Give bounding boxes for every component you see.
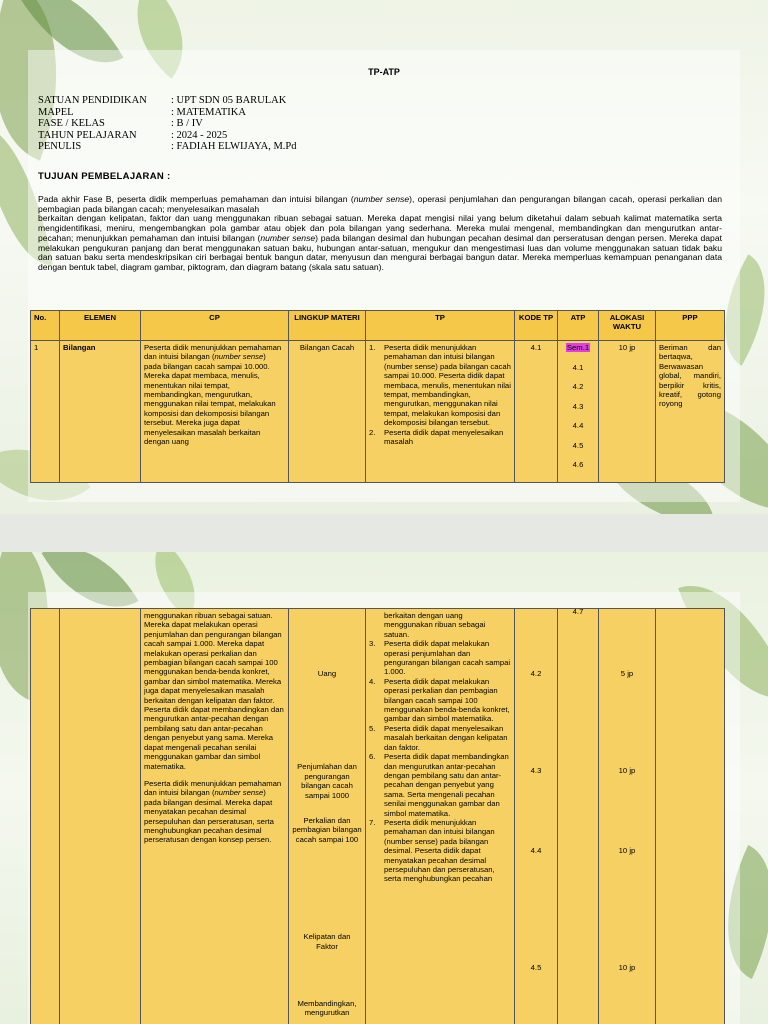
text-span: Peserta didik menunjukkan pemahaman dan intuisi bilangan ( [144,343,282,362]
spacer [292,611,362,669]
identity-row [38,107,297,119]
identity-row [38,130,297,142]
kode-item: 4.5 [530,963,542,973]
cell-cp [141,609,289,1024]
table-header-row [31,311,725,341]
spacer [602,678,652,766]
tp-item-number: 5. [369,723,376,733]
spacer [602,855,652,963]
tp-item [369,428,511,447]
number-sense-italic: number sense [353,194,410,204]
tp-item-text: Peserta didik dapat melakukan operasi penjumlahan dan pengurangan bilangan cacah sampai 1.000. [384,639,511,677]
cell-ppp: Beriman dan bertaqwa, Berwawasan global, mandiri, berpikir kritis, kreatif, gotong royong [656,341,725,483]
alokasi-item: 10 jp [618,963,636,973]
tp-item [369,343,511,428]
tujuan-paragraph-line [38,214,722,272]
tp-item-text: berkaitan dengan uang menggunakan ribuan sebagai satuan. [384,611,486,639]
spacer [292,800,362,816]
spacer [518,776,554,846]
spacer [602,611,652,669]
sem-highlight: Sem.1 [566,343,590,352]
identity-block [38,95,297,153]
spacer [518,678,554,766]
cp-text [144,779,285,845]
tp-item-text: Peserta didik dapat menyelesaikan masalah berkaitan dengan kelipatan dan faktor. [384,723,508,752]
kode-item: 4.3 [530,766,542,776]
atp-item: 4.1 [572,362,584,372]
tp-item-number: 6. [369,752,376,762]
tp-item [369,752,511,818]
alokasi-item: 5 jp [620,669,634,678]
cp-text: menggunakan ribuan sebagai satuan. Mereka dapat melakukan operasi penjumlahan dan pengurangan bilangan cacah sampai 1.000. Mereka dapat melakukan operasi perkalian dan pembagian bilangan cacah sampai 100 menggunakan benda-benda konkret, gambar dan simbol matematika. Mereka juga dapat menyelesaikan masalah berkaitan dengan kelipatan dan faktor. Peserta didik dapat membandingkan dan mengurutkan antar-pecahan dengan pembilang satu dan antar-pecahan dengan penyebut yang sama. Mereka dapat mengenali pecahan senilai menggunakan gambar dan simbol matematika. [144,611,284,771]
header-lingkup-materi: LINGKUP MATERI [289,311,366,341]
identity-row [38,141,297,153]
number-sense-italic: number sense [214,352,264,362]
header-elemen: ELEMEN [60,311,141,341]
tujuan-paragraph-line [38,195,722,214]
cell-ppp [656,609,725,1024]
tp-item [369,677,511,724]
spacer [518,611,554,669]
kode-item: 4.2 [530,669,542,678]
lingkup-item: Uang [317,669,337,678]
identity-value: : MATEMATIKA [171,106,246,118]
tp-atp-table [30,310,725,483]
text-span: ), operasi penjumlahan dan pengurangan bilangan cacah, operasi perkalian dan pembagian pada bilangan cacah; menyelesaikan masalah [38,194,722,214]
identity-value: : B / IV [171,118,203,129]
alokasi-item: 10 jp [618,766,636,776]
tp-item-number: 7. [369,817,376,827]
identity-key: TAHUN PELAJARAN [38,129,137,141]
atp-item: 4.3 [572,401,584,411]
tujuan-heading: TUJUAN PEMBELAJARAN : [38,171,171,182]
atp-item: 4.5 [572,440,584,450]
lingkup-item: Penjumlahan dan pengurangan bilangan cacah sampai 1000 [297,762,357,800]
atp-item [561,343,595,363]
tp-item-text: Peserta didik dapat membandingkan dan mengurutkan antar-pecahan dengan pembilang satu dan antar-pecahan dengan penyebut yang sama. Serta mengenali pecahan senilai menggunakan gambar dan simbol matematika. [384,752,509,818]
number-sense-italic: number sense [214,788,264,798]
table-row [31,341,725,483]
table-row [31,609,725,1024]
identity-row [38,118,297,130]
cell-elemen [60,609,141,1024]
kode-item: 4.4 [530,845,542,855]
cell-cp [141,341,289,483]
identity-key: PENULIS [38,141,82,152]
header-alokasi-waktu: ALOKASI WAKTU [599,311,656,341]
cell-tp [366,609,515,1024]
cell-lingkup-materi [289,609,366,1024]
text-span: ) pada bilangan desimal dan hubungan pecahan desimal dan perseratusan dengan persen. Mereka dapat melakukan pengukuran panjang dan berat menggunakan satuan baku, hubungan antar-satuan, mengukur dan mengestimasi luas dan volume menggunakan satuan tidak baku dan satuan baku serta mendeskripsikan ciri berbagai bentuk bangun datar, menyusun dan mengurai berbagai bangun datar. Mereka memperluas kemampuan penanganan data dengan bentuk tabel, diagram gambar, piktogram, dan diagram batang (skala satu satuan). [38,232,722,272]
tp-atp-table-continued [30,608,725,1024]
page-2 [0,552,768,1024]
tp-item-text: Peserta didik menunjukkan pemahaman dan intuisi bilangan (number sense) pada bilangan desimal. Peserta didik dapat menyatakan pecahan desimal persepuluhan dan perseratusan, serta menghubungkan pecahan [384,817,495,884]
spacer [518,855,554,963]
alokasi-item: 10 jp [618,845,636,855]
cell-no: 1 [31,341,60,483]
tp-item-text: Peserta didik menunjukkan pemahaman dan intuisi bilangan (number sense) pada bilangan cacah sampai 10.000. Peserta didik dapat membaca, menulis, menentukan nilai tempat, membandingkan, mengurutkan, menggunakan nilai tempat, melakukan komposisi dan dekomposisi bilangan tersebut. [384,343,511,428]
atp-item: 4.7 [572,607,584,616]
page-gap [0,514,768,552]
tp-item-text: Peserta didik dapat menyelesaikan masalah [384,427,504,447]
tp-item [369,639,511,677]
cell-atp [558,341,599,483]
text-span: ) pada bilangan desimal. Mereka dapat menyatakan pecahan desimal persepuluhan dan perseratusan, serta menghubungkan pecahan desimal perseratusan dengan konsep persen. [144,788,274,845]
identity-row [38,95,297,107]
cell-lingkup-materi: Bilangan Cacah [289,341,366,483]
spacer [292,951,362,999]
atp-item: 4.6 [572,460,584,469]
lingkup-item: Perkalian dan pembagian bilangan cacah sampai 100 [292,816,362,844]
identity-key: FASE / KELAS [38,118,105,129]
tp-item-number: 1. [369,343,376,352]
atp-item: 4.2 [572,382,584,391]
identity-key: MAPEL [38,106,74,118]
identity-value: : FADIAH ELWIJAYA, M.Pd [171,141,297,152]
tp-item [369,818,511,884]
cell-kode-tp [515,609,558,1024]
tp-item-number: 4. [369,676,376,686]
identity-value: : 2024 - 2025 [171,129,228,141]
number-sense-italic: number sense [260,232,316,243]
text-span: Pada akhir Fase B, peserta didik memperluas pemahaman dan intuisi bilangan ( [38,194,354,204]
cell-tp [366,341,515,483]
tp-item-number: 3. [369,639,376,649]
header-atp: ATP [558,311,599,341]
header-kode-tp: KODE TP [515,311,558,341]
tp-item-number: 2. [369,427,376,437]
cell-no [31,609,60,1024]
tujuan-paragraph [38,195,722,273]
cell-kode-tp: 4.1 [515,341,558,483]
atp-item: 4.4 [572,421,584,430]
header-cp: CP [141,311,289,341]
cell-atp [558,609,599,1024]
tp-item-text: Peserta didik dapat melakukan operasi perkalian dan pembagian bilangan cacah sampai 100 menggunakan benda-benda konkret, gambar dan simbol matematika. [384,676,510,724]
spacer [292,844,362,932]
lingkup-item: Membandingkan, mengurutkan [297,999,357,1018]
spacer [292,678,362,762]
lingkup-item: Kelipatan dan Faktor [303,932,351,951]
cell-alokasi-waktu: 10 jp [599,341,656,483]
text-span: ) pada bilangan cacah sampai 10.000. Mereka dapat membaca, menulis, menentukan nilai tempat, membandingkan, mengurutkan, menggunakan nilai tempat, melakukan komposisi dan dekomposisi bilangan tersebut. Mereka juga dapat menyelesaikan masalah berkaitan dengan uang [144,352,276,447]
spacer [602,776,652,846]
identity-value: : UPT SDN 05 BARULAK [171,95,287,106]
tp-item [369,724,511,752]
text-span: Peserta didik menunjukkan pemahaman dan intuisi bilangan ( [144,778,282,798]
cell-elemen: Bilangan [60,341,141,483]
text-span: berkaitan dengan kelipatan, faktor dan uang menggunakan ribuan sebagai satuan. Mereka dapat mengisi nilai yang belum diketahui dalam sebuah kalimat matematika serta mengidentifikasi, meniru, mengembangkan pola gambar atau objek dan pola bilangan yang sederhana. Mereka mulai mengenal, membandingkan dan mengurutkan antar- pecahan; menunjukkan pemahaman dan intuisi bilangan ( [38,213,722,243]
document-title: TP-ATP [368,67,400,77]
header-ppp: PPP [656,311,725,341]
header-tp: TP [366,311,515,341]
cell-alokasi-waktu [599,609,656,1024]
identity-key: SATUAN PENDIDIKAN [38,95,147,106]
header-no: No. [31,311,60,341]
